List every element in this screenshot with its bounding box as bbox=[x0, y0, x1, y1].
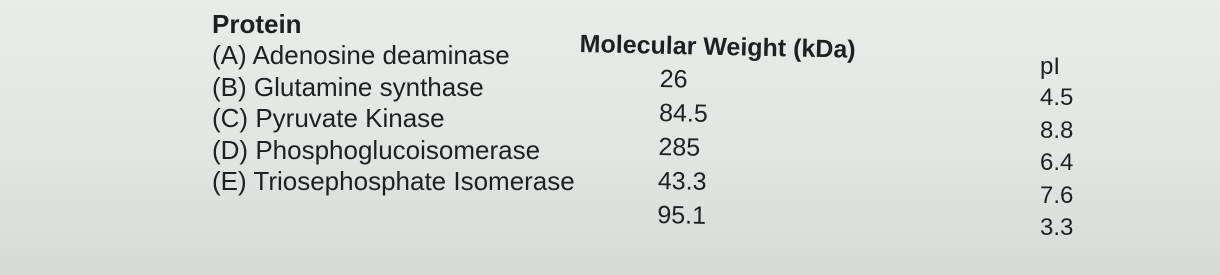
molecular-weight-header: Molecular Weight (kDa) bbox=[579, 30, 856, 64]
pi-value: 7.6 bbox=[1040, 181, 1074, 209]
molecular-weight-value: 285 bbox=[658, 132, 701, 162]
protein-column bbox=[212, 10, 575, 198]
molecular-weight-value: 26 bbox=[659, 64, 688, 94]
protein-name: (D) Phosphoglucoisomerase bbox=[212, 134, 541, 165]
pi-value: 8.8 bbox=[1040, 116, 1074, 144]
protein-header: Protein bbox=[212, 9, 302, 39]
pi-value: 3.3 bbox=[1040, 214, 1074, 241]
pi-column bbox=[1040, 52, 1073, 245]
molecular-weight-column bbox=[657, 62, 709, 233]
molecular-weight-value: 95.1 bbox=[657, 200, 707, 230]
pi-header: pI bbox=[1040, 53, 1061, 80]
pi-value: 6.4 bbox=[1040, 149, 1074, 176]
pi-value: 4.5 bbox=[1040, 84, 1074, 111]
protein-name: (B) Glutamine synthase bbox=[212, 71, 484, 102]
protein-name: (C) Pyruvate Kinase bbox=[212, 103, 445, 133]
protein-name: (E) Triosephosphate Isomerase bbox=[212, 166, 575, 196]
molecular-weight-value: 84.5 bbox=[658, 98, 709, 128]
molecular-weight-value: 43.3 bbox=[657, 166, 707, 196]
protein-name: (A) Adenosine deaminase bbox=[212, 40, 510, 70]
